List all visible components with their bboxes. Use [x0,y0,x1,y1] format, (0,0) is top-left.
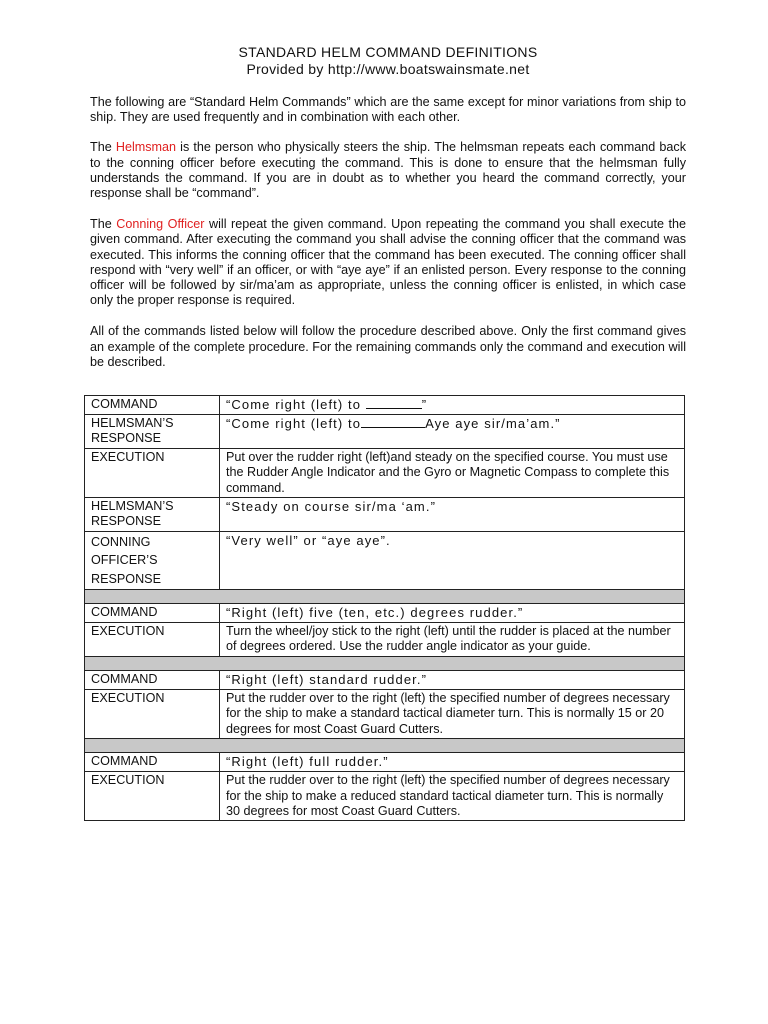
command-text: “Right (left) standard rudder.” [220,670,685,689]
document-title: STANDARD HELM COMMAND DEFINITIONS [238,44,538,60]
row-label: EXECUTION [85,689,220,738]
table-row [85,623,685,657]
row-label: HELMSMAN’S RESPONSE [85,415,220,449]
conning-officer-term: Conning Officer [116,217,205,232]
row-label: EXECUTION [85,448,220,497]
blank-line [361,427,425,428]
row-label: EXECUTION [85,623,220,657]
table-row [85,396,685,415]
execution-text: Put the rudder over to the right (left) the specified number of degrees necessary for the ship to make a reduced standard tactical diameter turn. This is normally 30 degrees for most Coast Guard Cutters. [220,772,685,821]
row-label: COMMAND [85,604,220,623]
table-row [85,604,685,623]
command-text: “Come right (left) to ” [220,396,685,415]
document-page [90,44,686,370]
blank-line [366,408,422,409]
helm-command-table [84,395,685,821]
intro-paragraph: The following are “Standard Helm Commands” which are the same except for minor variations from ship to ship. They are used frequently and in combination with each other. [90,95,686,125]
table-row [85,415,685,449]
execution-text: Put over the rudder right (left)and steady on the specified course. You must use the Rudder Angle Indicator and the Gyro or Magnetic Compass to complete this command. [220,448,685,497]
response-text: “Steady on course sir/ma ‘am.” [220,498,685,532]
command-text: “Right (left) five (ten, etc.) degrees rudder.” [220,604,685,623]
table-row [85,670,685,689]
separator-row [85,656,685,670]
table-row [85,448,685,497]
row-label: COMMAND [85,753,220,772]
helmsman-paragraph: The Helmsman is the person who physically steers the ship. The helmsman repeats each command back to the conning officer before executing the command. This is done to ensure that the helmsman fully understands the command. If you are in doubt as to whether you heard the command correctly, your response shall be “command”. [90,140,686,201]
row-label: COMMAND [85,396,220,415]
separator-row [85,590,685,604]
row-label: EXECUTION [85,772,220,821]
row-label: HELMSMAN’S RESPONSE [85,498,220,532]
response-text: “Very well” or “aye aye”. [220,531,685,589]
execution-text: Put the rudder over to the right (left) the specified number of degrees necessary for the ship to make a standard tactical diameter turn. This is normally 15 or 20 degrees for most Coast Guard Cutters. [220,689,685,738]
table-row [85,531,685,589]
command-text: “Right (left) full rudder.” [220,753,685,772]
separator-row [85,739,685,753]
document-source: Provided by http://www.boatswainsmate.net [246,61,530,77]
conning-officer-paragraph: The Conning Officer will repeat the given command. Upon repeating the command you shall execute the given command. After executing the command you shall advise the conning officer that the command was executed. This informs the conning officer that the command has been executed. The conning officer shall respond with “very well” if an officer, or with “aye aye” if an enlisted person. Every response to the conning officer will be followed by sir/ma’am as appropriate, unless the conning officer is enlisted, in which case only the proper response is required. [90,217,687,308]
execution-text: Turn the wheel/joy stick to the right (left) until the rudder is placed at the number of degrees ordered. Use the rudder angle indicator as your guide. [220,623,685,657]
table-row [85,689,685,738]
table-row [85,772,685,821]
row-label: CONNING OFFICER’S RESPONSE [85,531,220,589]
row-label: COMMAND [85,670,220,689]
table-row [85,498,685,532]
table-row [85,753,685,772]
helmsman-term: Helmsman [115,140,177,155]
response-text: “Come right (left) to Aye aye sir/ma’am.” [220,415,685,449]
all-commands-paragraph: All of the commands listed below will follow the procedure described above. Only the first command gives an example of the complete procedure. For the remaining commands only the command and execution will be described. [90,324,686,369]
